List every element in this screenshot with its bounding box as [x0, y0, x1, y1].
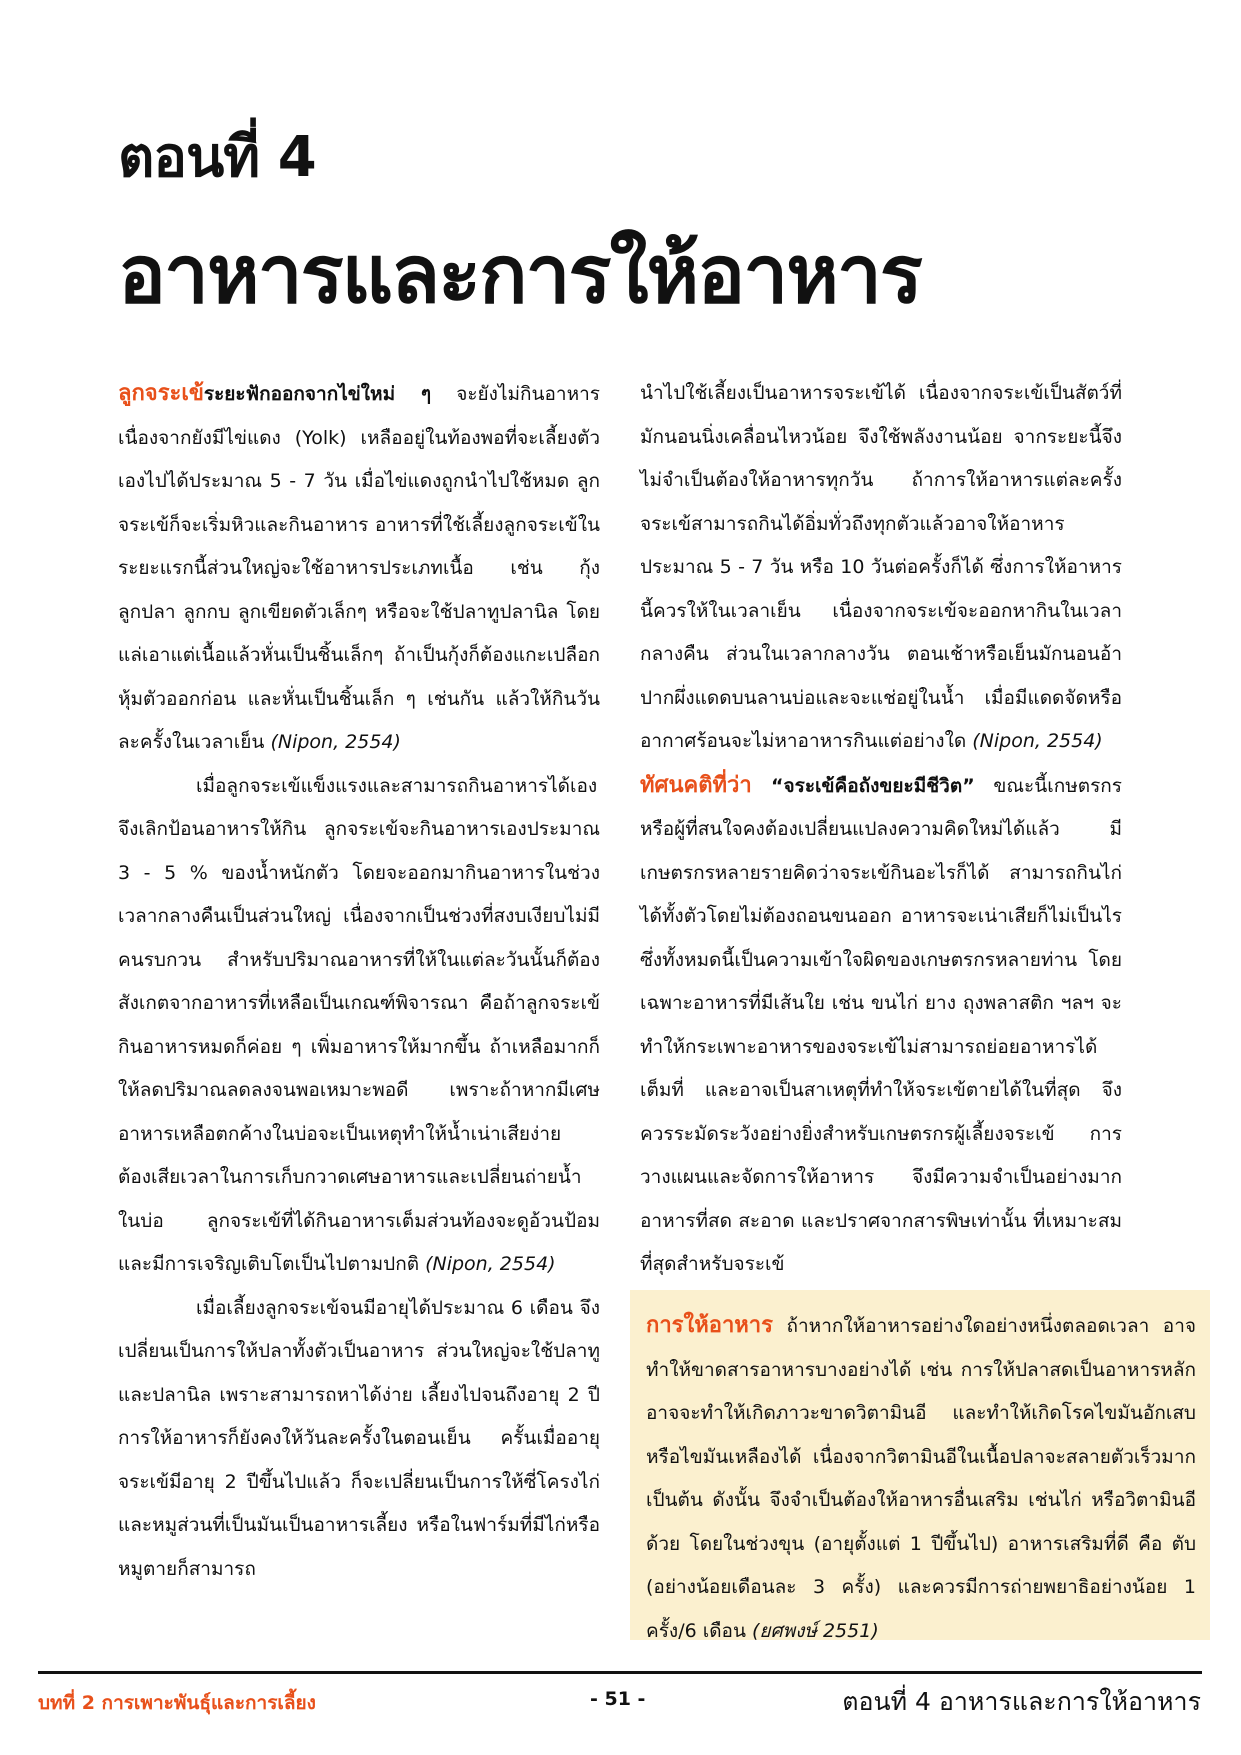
paragraph-lead: ลูกจระเข้ [118, 381, 204, 406]
paragraph-hatchling [118, 372, 600, 765]
left-column [118, 372, 600, 1591]
paragraph-quote: “จระเข้คือถังขยะมีชีวิต” [751, 774, 975, 797]
footer-chapter: บทที่ 2 การเพาะพันธุ์และการเลี้ยง [38, 1692, 316, 1714]
citation: (Nipon, 2554) [270, 731, 401, 753]
chapter-title: อาหารและการให้อาหาร [118, 228, 921, 321]
box-lead: การให้อาหาร [646, 1313, 773, 1338]
paragraph-text: จะยังไม่กินอาหาร เนื่องจากยังมีไข่แดง (Yolk) เหลืออยู่ในท้องพอที่จะเลี้ยงตัวเองไปได้ประมาณ 5 - 7 วัน เมื่อไข่แดงถูกนำไปใช้หมด ลูกจระเข้ก็จะเริ่มหิวและกินอาหาร อาหารที่ใช้เลี้ยงลูกจระเข้ในระยะแรกนี้ส่วนใหญ่จะใช้อาหารประเภทเนื้อ เช่น กุ้ง ลูกปลา ลูกกบ ลูกเขียดตัวเล็กๆ หรือจะใช้ปลาทูปลานิล โดยแล่เอาแต่เนื้อแล้วหั่นเป็นชิ้นเล็กๆ ถ้าเป็นกุ้งก็ต้องแกะเปลือกหุ้มตัวออกก่อน และหั่นเป็นชิ้นเล็ก ๆ เช่นกัน แล้วให้กินวันละครั้งในเวลาเย็น [118, 383, 601, 753]
paragraph-six-months [118, 1287, 600, 1592]
paragraph-lead-bold: ระยะฟักออกจากไข่ใหม่ ๆ [203, 383, 432, 405]
paragraph-text: เมื่อลูกจระเข้แข็งแรงและสามารถกินอาหารได้เอง จึงเลิกป้อนอาหารให้กิน ลูกจระเข้จะกินอาหารเองประมาณ 3 - 5 % ของน้ำหนักตัว โดยจะออกมากินอาหารในช่วงเวลากลางคืนเป็นส่วนใหญ่ เนื่องจากเป็นช่วงที่สงบเงียบไม่มีคนรบกวน สำหรับปริมาณอาหารที่ให้ในแต่ละวันนั้นก็ต้องสังเกตจากอาหารที่เหลือเป็นเกณฑ์พิจารณา คือถ้าลูกจระเข้กินอาหารหมดก็ค่อย ๆ เพิ่มอาหารให้มากขึ้น ถ้าเหลือมากก็ให้ลดปริมาณลดลงจนพอเหมาะพอดี เพราะถ้าหากมีเศษอาหารเหลือตกค้างในบ่อจะเป็นเหตุทำให้น้ำเน่าเสียง่าย ต้องเสียเวลาในการเก็บกวาดเศษอาหารและเปลี่ยนถ่ายน้ำในบ่อ ลูกจระเข้ที่ได้กินอาหารเต็มส่วนท้องจะดูอ้วนป้อม และมีการเจริญเติบโตเป็นไปตามปกติ [118, 774, 600, 1275]
paragraph-adult-feeding [640, 372, 1122, 764]
paragraph-lead: ทัศนคติที่ว่า [640, 772, 752, 798]
citation: (ยศพงษ์ 2551) [752, 1619, 879, 1642]
box-text: ถ้าหากให้อาหารอย่างใดอย่างหนึ่งตลอดเวลา อาจทำให้ขาดสารอาหารบางอย่างได้ เช่น การให้ปลาสดเป็นอาหารหลัก อาจจะทำให้เกิดภาวะขาดวิตามินอี และทำให้เกิดโรคไขมันอักเสบหรือไขมันเหลืองได้ เนื่องจากวิตามินอีในเนื้อปลาจะสลายตัวเร็วมาก เป็นต้น ดังนั้น จึงจำเป็นต้องให้อาหารอื่นเสริม เช่นไก่ หรือวิตามินอีด้วย โดยในช่วงขุน (อายุตั้งแต่ 1 ปีขึ้นไป) อาหารเสริมที่ดี คือ ตับ (อย่างน้อยเดือนละ 3 ครั้ง) และควรมีการถ่ายพยาธิอย่างน้อย 1 ครั้ง/6 เดือน [646, 1315, 1196, 1642]
paragraph-self-feeding [118, 765, 600, 1287]
right-column [640, 372, 1122, 1287]
citation: (Nipon, 2554) [972, 730, 1103, 752]
footer-section: ตอนที่ 4 อาหารและการให้อาหาร [842, 1687, 1201, 1716]
footer-divider [38, 1671, 1202, 1674]
paragraph-text: เมื่อเลี้ยงลูกจระเข้จนมีอายุได้ประมาณ 6 เดือน จึงเปลี่ยนเป็นการให้ปลาทั้งตัวเป็นอาหาร ส่วนใหญ่จะใช้ปลาทูและปลานิล เพราะสามารถหาได้ง่าย เลี้ยงไปจนถึงอายุ 2 ปี การให้อาหารก็ยังคงให้วันละครั้งในตอนเย็น ครั้นเมื่ออายุจระเข้มีอายุ 2 ปีขึ้นไปแล้ว ก็จะเปลี่ยนเป็นการให้ซี่โครงไก่และหมูส่วนที่เป็นมันเป็นอาหารเลี้ยง หรือในฟาร์มที่มีไก่หรือหมูตายก็สามารถ [118, 1296, 600, 1580]
box-paragraph [646, 1304, 1196, 1653]
paragraph-text: นำไปใช้เลี้ยงเป็นอาหารจระเข้ได้ เนื่องจากจระเข้เป็นสัตว์ที่มักนอนนิ่งเคลื่อนไหวน้อย จึงใช้พลังงานน้อย จากระยะนี้จึงไม่จำเป็นต้องให้อาหารทุกวัน ถ้าการให้อาหารแต่ละครั้งจระเข้สามารถกินได้อิ่มทั่วถึงทุกตัวแล้วอาจให้อาหารประมาณ 5 - 7 วัน หรือ 10 วันต่อครั้งก็ได้ ซึ่งการให้อาหารนี้ควรให้ในเวลาเย็น เนื่องจากจระเข้จะออกหากินในเวลากลางคืน ส่วนในเวลากลางวัน ตอนเช้าหรือเย็นมักนอนอ้าปากผึ่งแดดบนลานบ่อและจะแช่อยู่ในน้ำ เมื่อมีแดดจัดหรืออากาศร้อนจะไม่หาอาหารกินแต่อย่างใด [640, 382, 1122, 752]
citation: (Nipon, 2554) [425, 1253, 556, 1275]
chapter-label: ตอนที่ 4 [118, 125, 316, 190]
page-number: - 51 - [590, 1688, 646, 1710]
feeding-info-box [630, 1290, 1210, 1640]
paragraph-text: ขณะนี้เกษตรกรหรือผู้ที่สนใจคงต้องเปลี่ยนแปลงความคิดใหม่ได้แล้ว มีเกษตรกรหลายรายคิดว่าจระเข้กินอะไรก็ได้ สามารถกินไก่ได้ทั้งตัวโดยไม่ต้องถอนขนออก อาหารจะเน่าเสียก็ไม่เป็นไร ซึ่งทั้งหมดนี้เป็นความเข้าใจผิดของเกษตรกรหลายท่าน โดยเฉพาะอาหารที่มีเส้นใย เช่น ขนไก่ ยาง ถุงพลาสติก ฯลฯ จะทำให้กระเพาะอาหารของจระเข้ไม่สามารถย่อยอาหารได้เต็มที่ และอาจเป็นสาเหตุที่ทำให้จระเข้ตายได้ในที่สุด จึงควรระมัดระวังอย่างยิ่งสำหรับเกษตรกรผู้เลี้ยงจระเข้ การวางแผนและจัดการให้อาหาร จึงมีความจำเป็นอย่างมาก อาหารที่สด สะอาด และปราศจากสารพิษเท่านั้น ที่เหมาะสมที่สุดสำหรับจระเข้ [640, 774, 1122, 1275]
paragraph-attitude [640, 764, 1122, 1287]
